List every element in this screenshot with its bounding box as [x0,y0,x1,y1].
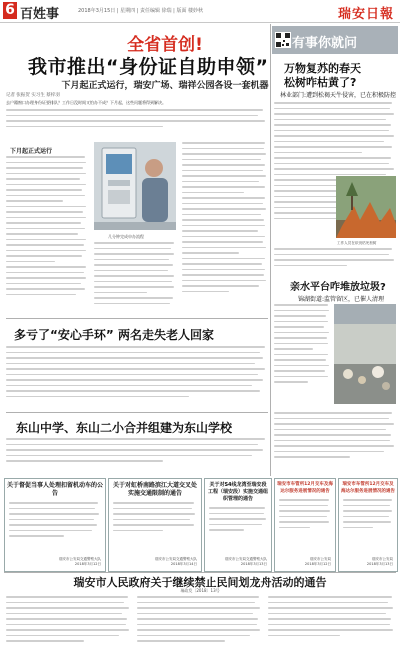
lead-col-1 [6,156,88,314]
lead-photo [94,142,176,230]
final-notice-title: 瑞安市人民政府关于继续禁止民间划龙舟活动的通告 [73,576,327,589]
sidebar-q2-title: 亲水平台咋堆放垃圾? [290,282,386,293]
sidebar-photo-2 [334,304,396,404]
sidebar-q2-body-left [274,304,330,412]
lead-subtitle: 下月起正式运行，瑞安广场、瑞祥公园各设一套机器 [61,81,269,91]
notice-title: 关于对虹桥南路滨江大道交叉处实施交通限制的通告 [112,482,197,497]
sidebar-q-title-2: 松树咋枯黄了? [284,76,357,89]
divider [6,412,268,413]
final-notice-col-2 [137,596,263,654]
lead-opening: 去户籍窗口办理身份证要排队？工作日没时间又怕办不成？下月起，这些问题将得到解决。 [6,100,166,105]
column-divider [270,24,271,476]
notice-body [109,500,201,550]
story3-title: 东山中学、东山二小合并组建为东山学校 [16,421,233,435]
story3-body [6,438,268,474]
notice-body [5,500,105,554]
section-name: 百姓事 [20,7,60,22]
sidebar-photo-caption: 工作人员在砍伐枯死松树 [337,241,377,245]
final-notice-col-1 [6,596,132,654]
sidebar-photo [336,176,396,238]
final-notice-col-3 [268,596,396,654]
notice-box-5 [338,478,398,572]
qrcode-icon [275,32,291,48]
notice-box-2 [108,478,202,572]
header-meta: 2018年3月15日 | 星期四 | 责任编辑 徐瑞 | 版面 楼妙秋 [78,8,204,14]
divider [6,318,268,319]
page-header [0,0,400,23]
divider [4,572,396,573]
sidebar-q-subtitle: 林业部门:遭到松褐天牛侵害，已在积极防控 [280,92,397,99]
sidebar-q-title: 万物复苏的春天 [284,62,361,75]
sidebar-q-body-2 [274,248,396,274]
final-notice-meta: 瑞政发〔2018〕13号 [180,588,220,593]
lead-intro-text [6,100,268,138]
notice-signature: 瑞安市公安局 2018年3月12日 [304,557,331,566]
lead-title: 我市推出“身份证自助申领” [28,56,269,78]
sidebar-banner [272,26,398,54]
notice-signature: 瑞安市公安局交通警察大队 2018年3月12日 [59,557,101,566]
notice-title: 关于对S4线龙湾至瑞安段工程（瑞安段）实施交通组织管理的通告 [207,482,268,502]
notice-signature: 瑞安市公安局交通警察大队 2018年3月13日 [225,557,267,566]
notice-body [205,505,271,549]
page-number: 6 [3,2,17,19]
notice-signature: 瑞安市公安局 2018年3月13日 [366,557,393,566]
notice-title: 关于督促当事人处理扣留机动车的公告 [7,482,104,497]
notice-box-4 [274,478,336,572]
notice-title: 瑞安市车管所12月交车及海达尔服务进展情况的通告 [341,482,395,494]
notice-box-3 [204,478,272,572]
lead-photo-caption: 几分钟完成申办流程 [108,234,144,239]
notice-box-1 [4,478,106,572]
lead-col-3 [182,142,268,314]
sidebar-q2-body-right [274,412,396,472]
lead-kicker: 全省首创! [127,35,203,55]
notice-signature: 瑞安市公安局交通警察大队 2018年3月14日 [155,557,197,566]
masthead-brand: 瑞安日報 [337,7,394,22]
notice-body [275,497,335,545]
notice-body [339,497,397,545]
sidebar-banner-text: 有事你就问 [292,36,358,51]
lead-section-label: 下月起正式运行 [10,148,53,155]
story2-body [6,346,268,410]
sidebar-q2-subtitle: 锦湖街道:监管留区，已催人清理 [298,296,385,303]
notice-title: 瑞安市车管所12月交车及海达尔服务进展情况的通告 [277,482,333,494]
story2-title: 多亏了“安心手环” 两名走失老人回家 [14,328,214,342]
lead-byline: 记者 张振贺 实习生 蔡梓羽 [6,93,60,98]
lead-col-2 [94,242,176,314]
